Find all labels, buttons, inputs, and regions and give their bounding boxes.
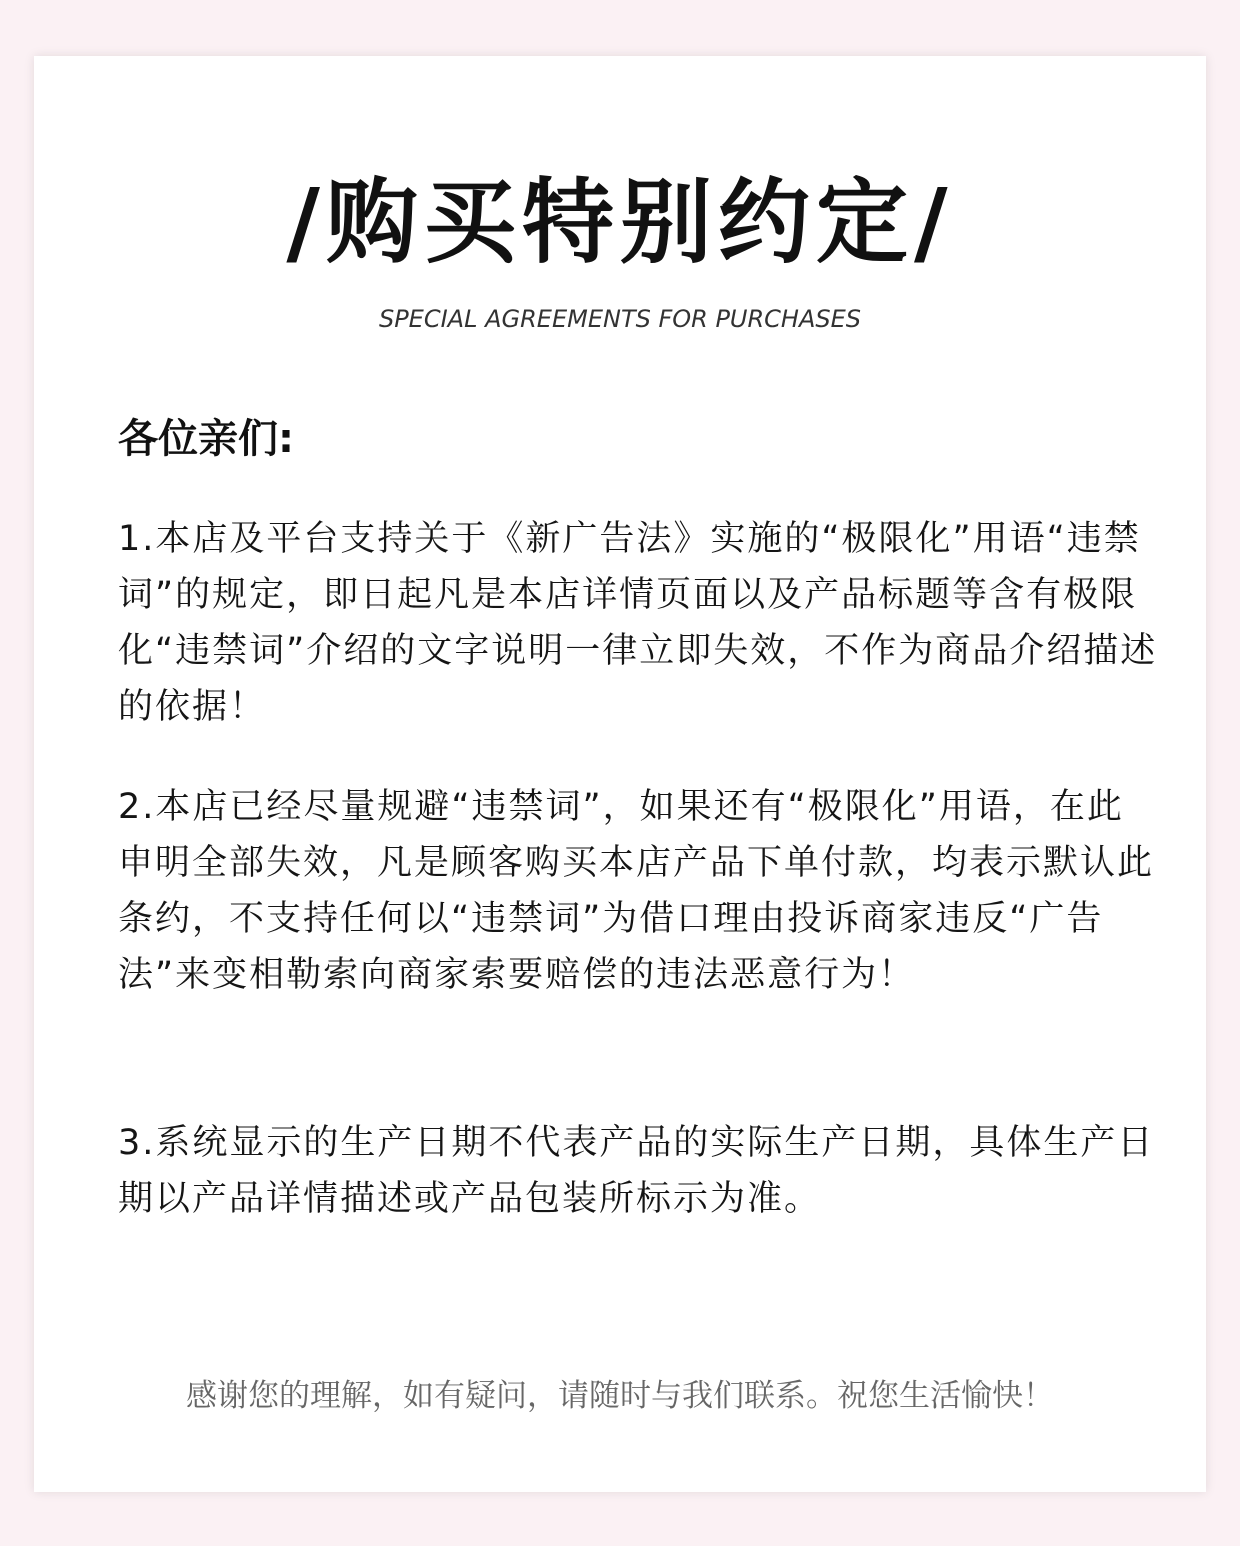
agreement-paragraph-1: 1.本店及平台支持关于《新广告法》实施的“极限化”用语“违禁词”的规定，即日起凡是本店详情页面以及产品标题等含有极限化“违禁词”介绍的文字说明一律立即失效，不作为商品介绍描述的依据！ [118, 519, 1158, 727]
agreement-paragraph-2: 2.本店已经尽量规避“违禁词”，如果还有“极限化”用语，在此申明全部失效，凡是顾客购买本店产品下单付款，均表示默认此条约，不支持任何以“违禁词”为借口理由投诉商家违反“广告法”来变相勒索向商家索要赔偿的违法恶意行为！ [118, 787, 1155, 995]
page-title: /购买特别约定/ [286, 169, 954, 276]
page-subtitle: SPECIAL AGREEMENTS FOR PURCHASES [378, 305, 862, 333]
agreement-paragraph-3: 3.系统显示的生产日期不代表产品的实际生产日期，具体生产日期以产品详情描述或产品包装所标示为准。 [118, 1123, 1155, 1219]
thanks-message: 感谢您的理解，如有疑问，请随时与我们联系。祝您生活愉快！ [186, 1378, 1054, 1414]
greeting: 各位亲们: [118, 416, 294, 462]
